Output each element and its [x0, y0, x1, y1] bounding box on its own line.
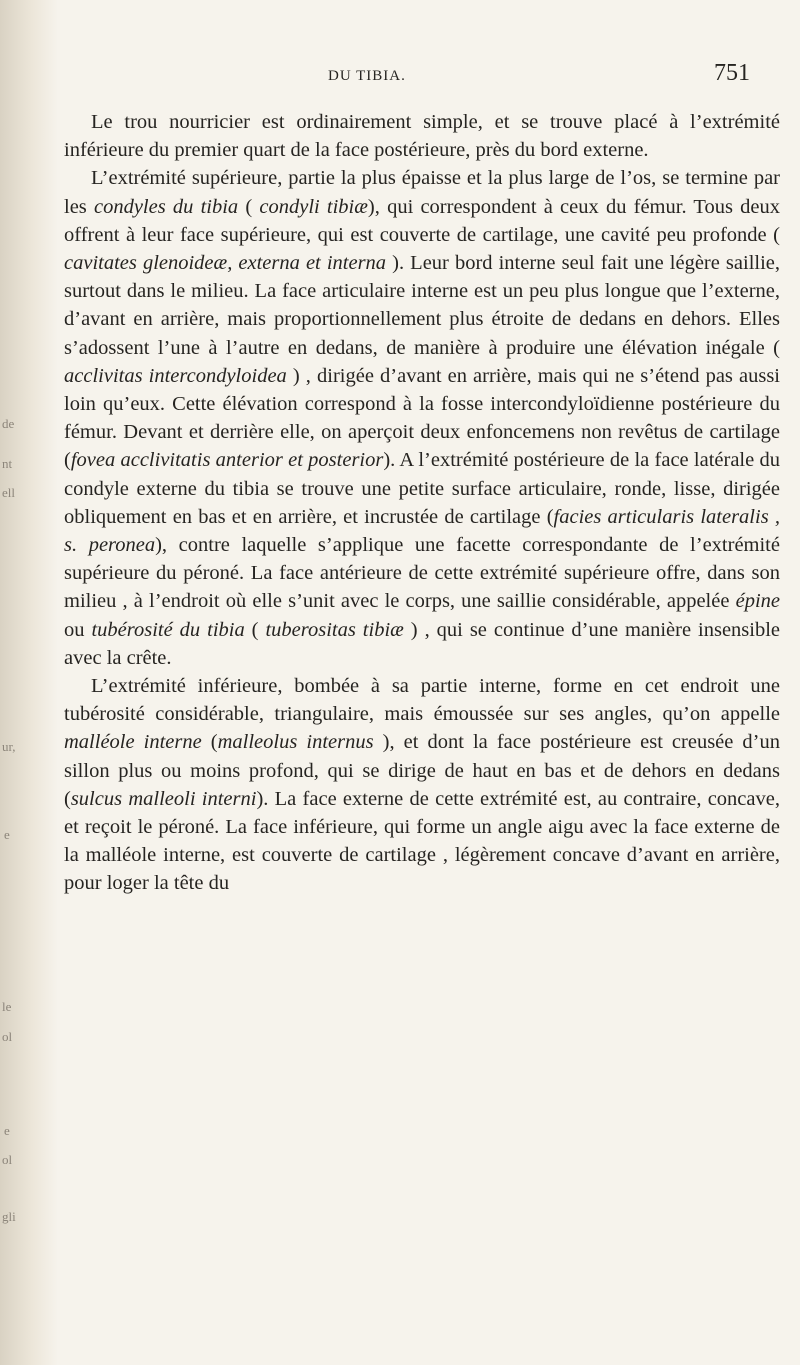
- body-paragraph: [64, 164, 780, 672]
- latin-term: acclivitas intercondyloidea: [64, 364, 287, 387]
- text-run: ), contre laquelle s’applique une facette correspondante de l’extrémité supérieure du péroné. La face antérieure de cette extrémité supérieure offre, dans son milieu , à l’endroit où elle s’unit avec le corps, une saillie considérable, appelée: [64, 534, 780, 613]
- gutter-fragment: gli: [2, 1209, 16, 1224]
- running-head: [0, 56, 800, 92]
- latin-term: tuberositas tibiæ: [265, 618, 404, 641]
- text-run: Le trou nourricier est ordinairement simple, et se trouve placé à l’extrémité inférieure du premier quart de la face postérieure, près du bord externe.: [64, 111, 780, 162]
- latin-term: condyles du tibia: [93, 195, 239, 218]
- page-number: 751: [714, 60, 750, 86]
- text-run: ). A l’extrémité postérieure de la face latérale du condyle externe du tibia se trouve une petite surface articulaire, ronde, lisse, dirigée obliquement en bas et en arrière, et incrustée de cartilage (: [64, 449, 780, 528]
- gutter-fragment: le: [2, 999, 12, 1014]
- latin-term: sulcus malleoli interni: [70, 787, 257, 810]
- text-run: ), et dont la face postérieure est creusée d’un sillon plus ou moins profond, qui se dirige de haut en bas et de dehors en dedans (: [64, 731, 781, 810]
- gutter-fragment: de: [2, 416, 15, 431]
- latin-term: fovea acclivitatis anterior et posterior: [70, 449, 384, 472]
- body-paragraph: [64, 672, 780, 898]
- gutter-fragment: e: [4, 827, 10, 842]
- body-paragraph: [64, 108, 780, 164]
- text-run: (: [201, 731, 218, 754]
- latin-term: tubérosité du tibia: [91, 618, 245, 641]
- page-body: [64, 108, 780, 898]
- latin-term: condyli tibiæ: [259, 195, 368, 218]
- latin-term: épine: [735, 590, 780, 613]
- latin-term: facies articularis lateralis , s. peronea: [64, 505, 781, 557]
- text-run: ), qui correspondent à ceux du fémur. Tous deux offrent à leur face supérieure, qui est couverte de cartilage, une cavité peu profonde (: [64, 195, 780, 246]
- text-run: L’extrémité supérieure, partie la plus épaisse et la plus large de l’os, se termine par les: [64, 167, 780, 218]
- text-run: ). Leur bord interne seul fait une légère saillie, surtout dans le milieu. La face articulaire interne est un peu plus longue que l’externe, d’avant en arrière, mais proportionnellement plus étroite de dedans en dehors. Elles s’adossent l’une à l’autre en dedans, de manière à produire une élévation inégale (: [64, 252, 781, 359]
- text-run: ) , qui se continue d’une manière insensible avec la crête.: [64, 618, 781, 669]
- gutter-fragment: ell: [2, 485, 15, 500]
- text-run: ) , dirigée d’avant en arrière, mais qui ne s’étend pas aussi loin qu’eux. Cette élévation correspond à la fosse intercondyloïdienne postérieure du fémur. Devant et derrière elle, on aperçoit deux enfoncemens non revêtus de cartilage (: [64, 364, 780, 472]
- latin-term: cavitates glenoideæ, externa et interna: [64, 252, 387, 275]
- binding-gutter: [0, 0, 58, 1365]
- gutter-fragment: ur,: [2, 739, 16, 754]
- latin-term: malléole interne: [64, 731, 202, 754]
- text-run: L’extrémité inférieure, bombée à sa partie interne, forme en cet endroit une tubérosité considérable, triangulaire, mais émoussée sur ses angles, qu’on appelle: [64, 675, 780, 726]
- gutter-fragment: ol: [2, 1029, 13, 1044]
- text-run: ). La face externe de cette extrémité est, au contraire, concave, et reçoit le péroné. La face inférieure, qui forme un angle aigu avec la face externe de la malléole interne, est couverte de cartilage , légèrement concave d’avant en arrière, pour loger la tête du: [64, 787, 780, 895]
- latin-term: malleolus internus: [217, 731, 374, 754]
- gutter-fragment: nt: [2, 456, 13, 471]
- text-run: (: [238, 195, 260, 218]
- text-run: ou: [64, 618, 92, 641]
- text-run: (: [244, 618, 266, 641]
- running-title: DU TIBIA.: [328, 68, 406, 84]
- gutter-fragment: ol: [2, 1152, 13, 1167]
- gutter-fragment: e: [4, 1123, 10, 1138]
